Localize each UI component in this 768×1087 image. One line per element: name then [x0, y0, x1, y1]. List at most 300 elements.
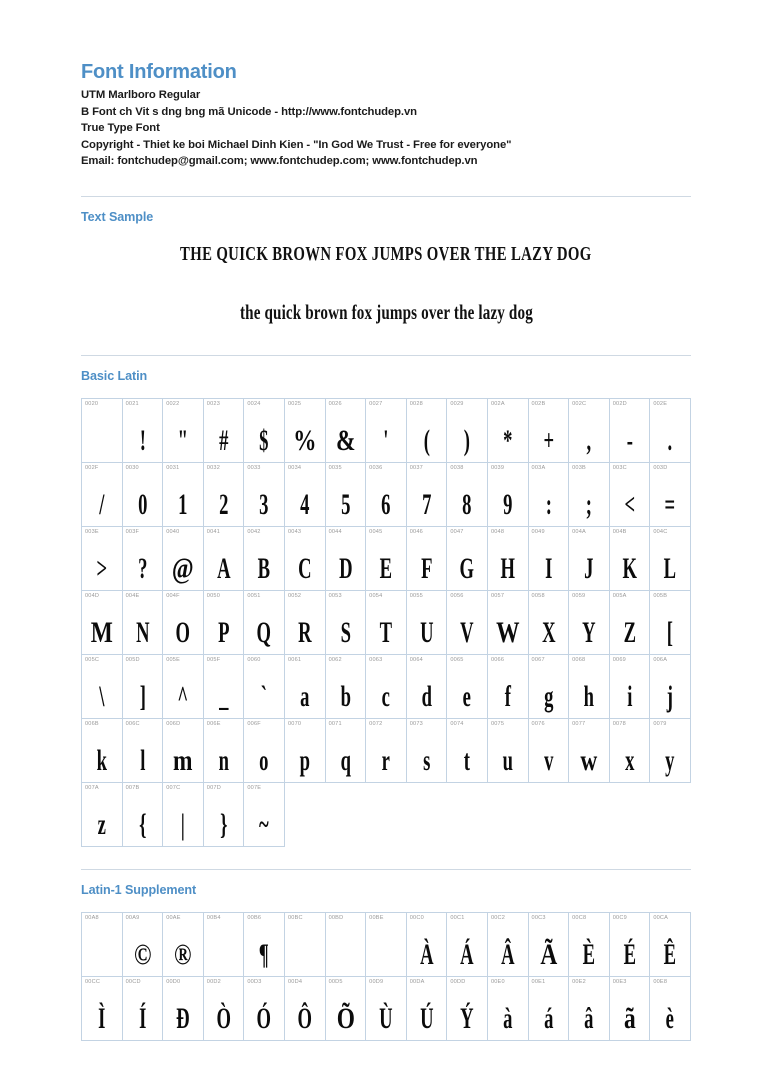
glyph-codepoint: 0023 [206, 400, 221, 407]
glyph-character: ~ [259, 807, 270, 841]
glyph-codepoint: 005F [206, 656, 221, 663]
glyph-character: Y [582, 615, 596, 649]
glyph-character: - [626, 423, 633, 457]
glyph-character: v [543, 743, 553, 777]
glyph-character: = [664, 487, 676, 521]
glyph-character: y [665, 743, 675, 777]
glyph-codepoint: 00E0 [490, 978, 505, 985]
glyph-codepoint: 002B [531, 400, 546, 407]
glyph-codepoint: 003C [612, 464, 627, 471]
glyph-cell [650, 655, 691, 719]
glyph-character: k [96, 743, 107, 777]
glyph-codepoint: 0022 [166, 400, 180, 407]
font-info-line: Copyright - Thiet ke boi Michael Dinh Kien - "In God We Trust - Free for everyone" [81, 138, 512, 151]
glyph-character: h [583, 679, 595, 713]
glyph-codepoint: 0072 [369, 720, 383, 727]
glyph-character: 0 [137, 487, 148, 521]
glyph-character: ] [139, 679, 146, 713]
glyph-character: } [219, 807, 228, 841]
glyph-character: : [545, 487, 552, 521]
glyph-character: ã [623, 1001, 636, 1035]
glyph-character: ) [464, 423, 471, 457]
glyph-codepoint: 0034 [287, 464, 302, 471]
glyph-character: V [460, 615, 474, 649]
glyph-character: I [544, 551, 552, 585]
glyph-character: ; [585, 487, 593, 521]
glyph-character: @ [172, 551, 194, 585]
glyph-codepoint: 0051 [247, 592, 261, 599]
glyph-cell [610, 719, 651, 783]
glyph-codepoint: 0068 [572, 656, 586, 663]
glyph-character: á [543, 1001, 553, 1035]
page-title: Font Information [81, 61, 237, 83]
glyph-cell [123, 527, 164, 591]
glyph-cell [447, 399, 488, 463]
glyph-codepoint: 007B [125, 784, 140, 791]
glyph-character: Ì [98, 1001, 106, 1035]
glyph-codepoint: 0079 [653, 720, 667, 727]
glyph-codepoint: 0027 [369, 400, 383, 407]
glyph-character: z [97, 807, 106, 841]
font-info-line: B Font ch Vit s dng bng mã Unicode - http://www.fontchudep.vn [81, 105, 417, 118]
glyph-character: P [217, 615, 230, 649]
glyph-codepoint: 0078 [612, 720, 626, 727]
glyph-codepoint: 00D4 [287, 978, 303, 985]
glyph-grid-basic-latin [81, 398, 691, 847]
font-info-line: True Type Font [81, 122, 160, 135]
glyph-codepoint: 00C9 [612, 914, 627, 921]
glyph-cell [244, 977, 285, 1041]
glyph-codepoint: 00C2 [490, 914, 506, 921]
glyph-character: t [464, 743, 471, 777]
glyph-codepoint: 0039 [490, 464, 505, 471]
glyph-character: 4 [300, 487, 310, 521]
glyph-cell [82, 913, 123, 977]
document-content [81, 60, 691, 1041]
glyph-codepoint: 0042 [247, 528, 261, 535]
glyph-cell [569, 527, 610, 591]
glyph-cell [204, 719, 245, 783]
glyph-cell [163, 463, 204, 527]
glyph-cell [82, 783, 123, 847]
glyph-character: / [99, 487, 105, 521]
glyph-cell [123, 655, 164, 719]
glyph-cell [366, 591, 407, 655]
glyph-codepoint: 0033 [247, 464, 261, 471]
font-info-block [81, 87, 691, 170]
glyph-codepoint: 00D9 [369, 978, 384, 985]
glyph-codepoint: 005A [612, 592, 627, 599]
glyph-codepoint: 00CC [85, 978, 101, 985]
glyph-cell [447, 977, 488, 1041]
glyph-codepoint: 0029 [450, 400, 464, 407]
glyph-codepoint: 003D [653, 464, 668, 471]
glyph-codepoint: 00E8 [653, 978, 668, 985]
glyph-cell [82, 655, 123, 719]
glyph-cell [488, 399, 529, 463]
glyph-codepoint: 002A [490, 400, 505, 407]
glyph-cell [82, 719, 123, 783]
glyph-codepoint: 0075 [490, 720, 505, 727]
glyph-cell [569, 977, 610, 1041]
glyph-codepoint: 0026 [328, 400, 342, 407]
glyph-codepoint: 006E [206, 720, 221, 727]
glyph-cell [326, 719, 367, 783]
glyph-character: s [422, 743, 431, 777]
glyph-cell [366, 977, 407, 1041]
glyph-character: Z [623, 615, 636, 649]
glyph-codepoint: 0055 [409, 592, 423, 599]
glyph-codepoint: 0024 [247, 400, 261, 407]
glyph-cell [407, 527, 448, 591]
glyph-cell [326, 463, 367, 527]
glyph-character: T [379, 615, 393, 649]
glyph-character: q [340, 743, 351, 777]
text-sample-lowercase-row [81, 300, 691, 325]
glyph-cell [610, 913, 651, 977]
glyph-character: S [340, 615, 351, 649]
glyph-cell [163, 591, 204, 655]
glyph-cell [244, 399, 285, 463]
glyph-cell [529, 719, 570, 783]
glyph-codepoint: 0025 [287, 400, 302, 407]
glyph-codepoint: 0053 [328, 592, 342, 599]
glyph-character: É [623, 937, 636, 971]
glyph-character: Á [460, 937, 474, 971]
glyph-codepoint: 0044 [328, 528, 342, 535]
glyph-character: " [177, 423, 189, 457]
glyph-character: e [463, 679, 472, 713]
glyph-codepoint: 006C [125, 720, 140, 727]
glyph-character: 2 [218, 487, 229, 521]
glyph-codepoint: 0056 [450, 592, 464, 599]
glyph-codepoint: 00BE [369, 914, 384, 921]
glyph-character: m [173, 743, 193, 777]
glyph-codepoint: 006F [247, 720, 261, 727]
glyph-cell [650, 591, 691, 655]
glyph-cell [204, 913, 245, 977]
glyph-codepoint: 0067 [531, 656, 545, 663]
glyph-character: n [218, 743, 229, 777]
glyph-cell [366, 719, 407, 783]
glyph-codepoint: 0063 [369, 656, 383, 663]
glyph-cell [407, 463, 448, 527]
glyph-codepoint: 00E1 [531, 978, 546, 985]
glyph-character: X [541, 615, 556, 649]
glyph-character: | [180, 807, 186, 841]
glyph-cell [650, 913, 691, 977]
glyph-cell [610, 463, 651, 527]
glyph-character: Ð [176, 1001, 190, 1035]
glyph-cell [488, 527, 529, 591]
glyph-character: , [586, 423, 592, 457]
glyph-cell [447, 655, 488, 719]
glyph-codepoint: 0059 [572, 592, 586, 599]
glyph-codepoint: 00C3 [531, 914, 546, 921]
glyph-character: â [584, 1001, 594, 1035]
section-heading-text-sample: Text Sample [81, 209, 154, 224]
glyph-codepoint: 00C8 [572, 914, 587, 921]
glyph-codepoint: 004A [572, 528, 586, 535]
glyph-cell [123, 591, 164, 655]
glyph-cell [123, 399, 164, 463]
glyph-codepoint: 0043 [287, 528, 302, 535]
glyph-character: l [139, 743, 145, 777]
glyph-character: ' [383, 423, 389, 457]
glyph-codepoint: 002E [653, 400, 668, 407]
glyph-codepoint: 0021 [125, 400, 139, 407]
glyph-cell [407, 591, 448, 655]
glyph-codepoint: 007E [247, 784, 262, 791]
glyph-codepoint: 006D [166, 720, 181, 727]
glyph-character: \ [99, 679, 105, 713]
glyph-cell [244, 719, 285, 783]
glyph-cell [163, 913, 204, 977]
glyph-cell [82, 399, 123, 463]
glyph-codepoint: 00BC [287, 914, 303, 921]
glyph-cell [407, 977, 448, 1041]
glyph-character: D [338, 551, 353, 585]
glyph-codepoint: 0020 [85, 400, 99, 407]
glyph-cell [163, 527, 204, 591]
glyph-character: N [135, 615, 150, 649]
glyph-codepoint: 00D2 [206, 978, 221, 985]
glyph-codepoint: 0036 [369, 464, 383, 471]
glyph-codepoint: 002D [612, 400, 627, 407]
glyph-codepoint: 0041 [206, 528, 221, 535]
glyph-codepoint: 0030 [125, 464, 139, 471]
glyph-character: [ [667, 615, 674, 649]
glyph-codepoint: 0037 [409, 464, 423, 471]
glyph-cell [488, 977, 529, 1041]
glyph-character: B [257, 551, 271, 585]
glyph-cell [326, 655, 367, 719]
glyph-character: j [667, 679, 674, 713]
glyph-cell [82, 527, 123, 591]
glyph-character: 9 [503, 487, 513, 521]
glyph-cell [163, 655, 204, 719]
glyph-character: a [300, 679, 310, 713]
glyph-codepoint: 002C [572, 400, 587, 407]
glyph-character: G [459, 551, 475, 585]
glyph-codepoint: 0031 [166, 464, 180, 471]
glyph-cell [610, 977, 651, 1041]
glyph-codepoint: 00A8 [85, 914, 99, 921]
glyph-character: 1 [178, 487, 188, 521]
glyph-codepoint: 003E [85, 528, 99, 535]
glyph-character: è [665, 1001, 675, 1035]
glyph-character: O [175, 615, 191, 649]
glyph-codepoint: 007A [85, 784, 99, 791]
glyph-character: * [503, 423, 513, 457]
glyph-cell [204, 399, 245, 463]
glyph-character: ® [174, 937, 192, 971]
glyph-character: F [420, 551, 433, 585]
glyph-cell [366, 399, 407, 463]
glyph-cell [244, 463, 285, 527]
glyph-cell [163, 719, 204, 783]
glyph-character: C [298, 551, 312, 585]
glyph-cell [447, 527, 488, 591]
glyph-character: À [419, 937, 434, 971]
glyph-codepoint: 00CD [125, 978, 141, 985]
glyph-character: w [580, 743, 598, 777]
glyph-codepoint: 00DD [450, 978, 466, 985]
glyph-grid-latin1-supplement [81, 912, 691, 1041]
glyph-character: u [502, 743, 513, 777]
glyph-codepoint: 0077 [572, 720, 586, 727]
glyph-codepoint: 0070 [287, 720, 302, 727]
glyph-cell [244, 783, 285, 847]
glyph-cell [204, 783, 245, 847]
glyph-codepoint: 00B4 [206, 914, 221, 921]
glyph-character: b [340, 679, 351, 713]
glyph-cell [569, 463, 610, 527]
glyph-cell [123, 783, 164, 847]
glyph-codepoint: 00D5 [328, 978, 343, 985]
glyph-cell [610, 527, 651, 591]
glyph-codepoint: 0060 [247, 656, 261, 663]
glyph-cell [123, 719, 164, 783]
glyph-cell [285, 719, 326, 783]
glyph-cell [326, 591, 367, 655]
glyph-codepoint: 0073 [409, 720, 423, 727]
glyph-codepoint: 0065 [450, 656, 464, 663]
glyph-cell [204, 977, 245, 1041]
glyph-character: i [626, 679, 633, 713]
glyph-cell [447, 719, 488, 783]
glyph-cell [529, 977, 570, 1041]
glyph-character: M [90, 615, 113, 649]
glyph-cell [447, 463, 488, 527]
glyph-codepoint: 0052 [287, 592, 302, 599]
glyph-cell [488, 655, 529, 719]
glyph-codepoint: 00D0 [166, 978, 181, 985]
glyph-cell [569, 719, 610, 783]
glyph-cell [366, 913, 407, 977]
glyph-codepoint: 002F [85, 464, 99, 471]
glyph-cell [407, 913, 448, 977]
glyph-cell [285, 591, 326, 655]
glyph-character: o [259, 743, 269, 777]
glyph-cell [529, 591, 570, 655]
glyph-cell [285, 913, 326, 977]
glyph-codepoint: 005C [85, 656, 100, 663]
glyph-cell [163, 783, 204, 847]
glyph-cell [82, 463, 123, 527]
glyph-codepoint: 0050 [206, 592, 221, 599]
glyph-cell [569, 399, 610, 463]
glyph-codepoint: 005D [125, 656, 140, 663]
glyph-codepoint: 0058 [531, 592, 545, 599]
glyph-codepoint: 0045 [369, 528, 383, 535]
glyph-character: Ó [256, 1001, 272, 1035]
glyph-character: Ò [216, 1001, 231, 1035]
text-sample-lowercase: the quick brown fox jumps over the lazy dog [239, 299, 533, 324]
glyph-cell [326, 977, 367, 1041]
glyph-character: p [299, 743, 310, 777]
glyph-codepoint: 0069 [612, 656, 626, 663]
glyph-codepoint: 0028 [409, 400, 423, 407]
glyph-character: + [543, 423, 554, 457]
glyph-cell [285, 399, 326, 463]
glyph-cell [447, 591, 488, 655]
glyph-character: < [624, 487, 635, 521]
glyph-character: Â [501, 937, 515, 971]
glyph-codepoint: 00B6 [247, 914, 262, 921]
glyph-cell [569, 913, 610, 977]
glyph-codepoint: 0071 [328, 720, 342, 727]
glyph-character: Ú [419, 1001, 434, 1035]
glyph-character: d [421, 679, 432, 713]
glyph-character: U [419, 615, 434, 649]
glyph-codepoint: 0046 [409, 528, 423, 535]
glyph-cell [610, 591, 651, 655]
glyph-codepoint: 0074 [450, 720, 464, 727]
glyph-cell [366, 655, 407, 719]
glyph-cell [285, 655, 326, 719]
glyph-cell [163, 399, 204, 463]
glyph-cell [244, 591, 285, 655]
glyph-character: 5 [340, 487, 351, 521]
glyph-character: x [624, 743, 635, 777]
glyph-cell [529, 399, 570, 463]
glyph-cell [407, 399, 448, 463]
text-sample-uppercase-row [81, 243, 691, 266]
glyph-cell [204, 655, 245, 719]
glyph-character: K [622, 551, 637, 585]
glyph-cell [650, 399, 691, 463]
glyph-cell [610, 655, 651, 719]
glyph-character: ( [423, 423, 430, 457]
glyph-codepoint: 005E [166, 656, 181, 663]
glyph-cell [123, 913, 164, 977]
glyph-character: ¶ [259, 937, 270, 971]
glyph-cell [285, 463, 326, 527]
glyph-cell [204, 527, 245, 591]
glyph-codepoint: 0040 [166, 528, 180, 535]
glyph-cell [366, 463, 407, 527]
glyph-codepoint: 0054 [369, 592, 383, 599]
glyph-codepoint: 0035 [328, 464, 342, 471]
glyph-character: È [582, 937, 596, 971]
glyph-character: A [216, 551, 231, 585]
glyph-codepoint: 00DA [409, 978, 425, 985]
glyph-cell [529, 913, 570, 977]
glyph-cell [326, 399, 367, 463]
glyph-character: Ý [460, 1001, 474, 1035]
glyph-character: > [96, 551, 108, 585]
glyph-codepoint: 004C [653, 528, 668, 535]
glyph-character: H [500, 551, 515, 585]
font-info-line: Email: fontchudep@gmail.com; www.fontchudep.com; www.fontchudep.vn [81, 155, 478, 168]
glyph-character: J [584, 551, 594, 585]
glyph-character: & [335, 423, 356, 457]
glyph-codepoint: 00CA [653, 914, 669, 921]
glyph-cell [163, 977, 204, 1041]
font-info-line: UTM Marlboro Regular [81, 89, 201, 101]
glyph-character: ! [139, 423, 146, 457]
glyph-codepoint: 0057 [490, 592, 505, 599]
glyph-cell [488, 719, 529, 783]
glyph-cell [82, 977, 123, 1041]
glyph-cell [488, 463, 529, 527]
glyph-cell [407, 719, 448, 783]
glyph-codepoint: 004E [125, 592, 140, 599]
glyph-cell [82, 591, 123, 655]
glyph-character: g [543, 679, 553, 713]
glyph-codepoint: 0061 [287, 656, 302, 663]
